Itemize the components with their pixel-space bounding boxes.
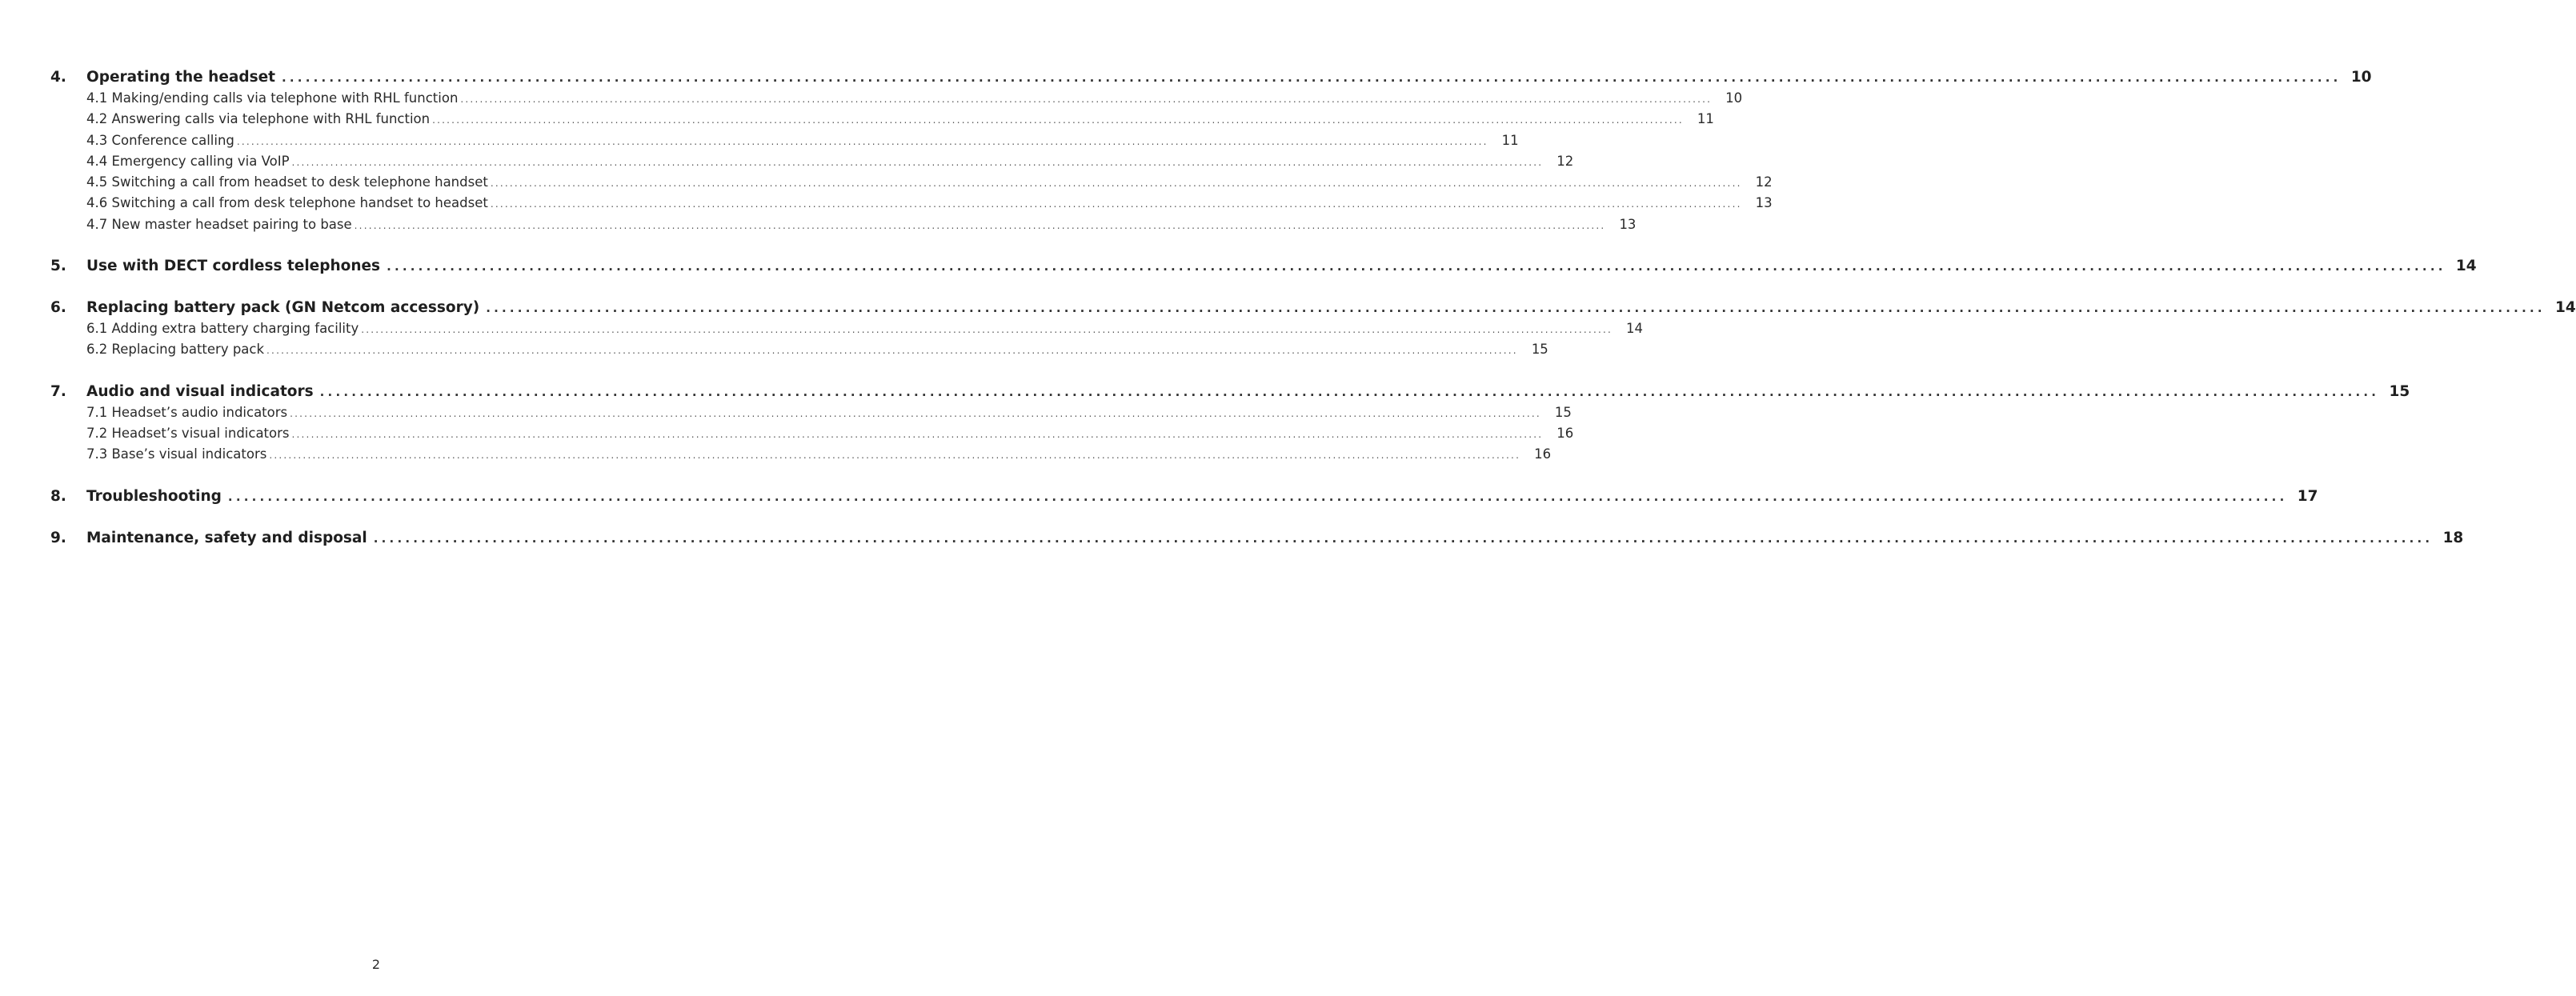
toc-subsection[interactable] — [86, 130, 1519, 151]
toc-section-heading[interactable] — [50, 382, 2410, 402]
dot-leader: .................................................................................................................................................................................................................................................................... — [361, 324, 1613, 336]
dot-leader: .................................................................................................................................................................................................................................................................... — [236, 135, 1488, 147]
toc-subsection[interactable] — [86, 214, 1637, 235]
toc-subsection[interactable] — [86, 151, 1574, 172]
toc-section-heading[interactable] — [50, 67, 2372, 88]
toc-section-heading[interactable] — [50, 298, 2576, 318]
dot-leader: .................................................................................................................................................................................................................................................................... — [291, 428, 1544, 440]
toc-section — [50, 486, 2318, 507]
dot-leader: .................................................................................................................................................................................................................................................................... — [319, 384, 2380, 399]
toc-section-heading[interactable] — [50, 486, 2318, 507]
dot-leader: .................................................................................................................................................................................................................................................................... — [490, 198, 1742, 210]
section-number: 7. — [50, 382, 66, 400]
dot-leader: .................................................................................................................................................................................................................................................................... — [373, 530, 2434, 546]
dot-leader: .................................................................................................................................................................................................................................................................... — [490, 178, 1742, 190]
subsection-page-number: 13 — [1619, 216, 1637, 232]
toc-subsection[interactable] — [86, 444, 1552, 465]
subsection-title: 4.2 Answering calls via telephone with RHL function — [86, 111, 431, 127]
section-page-number: 14 — [2455, 258, 2477, 275]
subsection-title: 7.1 Headset’s audio indicators — [86, 404, 288, 420]
subsection-page-number: 11 — [1697, 111, 1714, 127]
section-number: 5. — [50, 258, 66, 275]
subsection-title: 4.7 New master headset pairing to base — [86, 216, 352, 232]
subsection-title: 4.5 Switching a call from headset to desk telephone handset — [86, 174, 488, 190]
toc-section-heading[interactable] — [50, 528, 2464, 549]
toc-subsection[interactable] — [86, 339, 1548, 360]
subsection-title: 4.1 Making/ending calls via telephone with RHL function — [86, 90, 459, 106]
section-title: Audio and visual indicators — [86, 382, 314, 400]
subsection-title: 4.6 Switching a call from desk telephone handset to headset — [86, 195, 488, 211]
subsection-page-number: 13 — [1755, 195, 1773, 211]
section-number: 8. — [50, 487, 66, 505]
section-title: Troubleshooting — [86, 487, 222, 505]
subsection-page-number: 16 — [1556, 425, 1574, 441]
toc-subsection[interactable] — [86, 193, 1773, 214]
section-title: Use with DECT cordless telephones — [86, 258, 381, 275]
subsection-title: 6.2 Replacing battery pack — [86, 342, 265, 358]
dot-leader: .................................................................................................................................................................................................................................................................... — [282, 70, 2342, 85]
section-page-number: 14 — [2555, 299, 2576, 317]
subsection-title: 4.3 Conference calling — [86, 132, 234, 148]
toc-section — [50, 256, 2477, 277]
toc-section — [50, 67, 2372, 235]
dot-leader: .................................................................................................................................................................................................................................................................... — [460, 94, 1713, 105]
section-number: 9. — [50, 529, 66, 546]
dot-leader: .................................................................................................................................................................................................................................................................... — [387, 259, 2446, 274]
toc-section — [50, 382, 2410, 466]
section-page-number: 18 — [2442, 529, 2464, 546]
dot-leader: .................................................................................................................................................................................................................................................................... — [227, 489, 2288, 504]
subsection-page-number: 12 — [1556, 153, 1574, 169]
toc-subsection[interactable] — [86, 402, 1572, 423]
section-number: 6. — [50, 299, 66, 317]
dot-leader: .................................................................................................................................................................................................................................................................... — [432, 114, 1684, 126]
subsection-page-number: 14 — [1626, 321, 1644, 337]
toc-section — [50, 298, 2576, 361]
section-title: Operating the headset — [86, 69, 276, 86]
toc-subsection[interactable] — [86, 109, 1714, 130]
dot-leader: .................................................................................................................................................................................................................................................................... — [269, 450, 1521, 462]
table-of-contents — [50, 67, 2576, 570]
toc-subsection[interactable] — [86, 88, 1743, 109]
section-number: 4. — [50, 69, 66, 86]
section-page-number: 10 — [2350, 69, 2372, 86]
subsection-page-number: 11 — [1501, 132, 1519, 148]
dot-leader: .................................................................................................................................................................................................................................................................... — [486, 301, 2546, 316]
subsection-page-number: 15 — [1554, 404, 1572, 420]
section-title: Replacing battery pack (GN Netcom accessory) — [86, 299, 480, 317]
dot-leader: .................................................................................................................................................................................................................................................................... — [291, 156, 1544, 168]
subsection-page-number: 15 — [1531, 342, 1548, 358]
subsection-title: 6.1 Adding extra battery charging facility — [86, 321, 359, 337]
section-title: Maintenance, safety and disposal — [86, 529, 367, 546]
subsection-page-number: 10 — [1725, 90, 1743, 106]
section-page-number: 15 — [2389, 382, 2410, 400]
subsection-page-number: 16 — [1534, 446, 1552, 462]
dot-leader: .................................................................................................................................................................................................................................................................... — [266, 345, 1518, 357]
section-page-number: 17 — [2297, 487, 2318, 505]
subsection-title: 7.2 Headset’s visual indicators — [86, 425, 290, 441]
toc-subsection[interactable] — [86, 318, 1644, 339]
toc-section — [50, 528, 2464, 549]
toc-section-heading[interactable] — [50, 256, 2477, 277]
page-number: 2 — [371, 957, 381, 972]
toc-subsection[interactable] — [86, 172, 1773, 193]
dot-leader: .................................................................................................................................................................................................................................................................... — [290, 407, 1541, 419]
toc-subsection[interactable] — [86, 423, 1574, 444]
subsection-page-number: 12 — [1755, 174, 1773, 190]
subsection-title: 4.4 Emergency calling via VoIP — [86, 153, 290, 169]
dot-leader: .................................................................................................................................................................................................................................................................... — [354, 219, 1606, 231]
subsection-title: 7.3 Base’s visual indicators — [86, 446, 267, 462]
